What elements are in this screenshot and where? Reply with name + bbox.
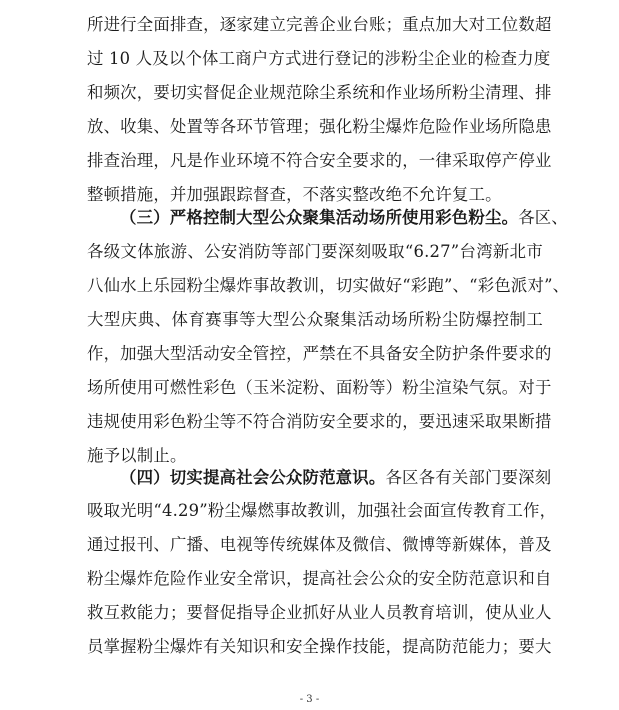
body-text-line: 大型庆典、体育赛事等大型公众聚集活动场所粉尘防爆控制工 [87,310,543,329]
body-text-line: 整顿措施，并加强跟踪督查，不落实整改绝不允许复工。 [87,185,502,204]
section-four-heading: （四）切实提高社会公众防范意识。 [120,468,386,487]
body-text-line: 吸取光明“4.29”粉尘爆燃事故教训，加强社会面宣传教育工作， [87,501,557,520]
body-text-line: 作，加强大型活动安全管控，严禁在不具备安全防护条件要求的 [87,344,552,363]
body-text-line: 过 10 人及以个体工商户方式进行登记的涉粉尘企业的检查力度 [87,49,551,68]
section-four-heading-line: （四）切实提高社会公众防范意识。各区各有关部门要深刻 [120,468,552,487]
body-text-line: 各级文体旅游、公安消防等部门要深刻吸取“6.27”台湾新北市 [87,242,543,261]
body-text-line: 所进行全面排查，逐家建立完善企业台账；重点加大对工位数超 [87,15,552,34]
body-text-line: 员掌握粉尘爆炸有关知识和安全操作技能，提高防范能力；要大 [87,637,552,656]
body-text-line: 放、收集、处置等各环节管理；强化粉尘爆炸危险作业场所隐患 [87,117,552,136]
section-three-heading-line: （三）严格控制大型公众聚集活动场所使用彩色粉尘。各区、 [120,208,568,227]
page-number: - 3 - [299,694,320,705]
body-text-line: 违规使用彩色粉尘等不符合消防安全要求的，要迅速采取果断措 [87,412,552,431]
body-text-line: 施予以制止。 [87,446,187,465]
body-text-line: 救互救能力；要督促指导企业抓好从业人员教育培训，使从业人 [87,603,552,622]
section-three-heading: （三）严格控制大型公众聚集活动场所使用彩色粉尘。 [120,208,519,227]
body-text-line: 八仙水上乐园粉尘爆炸事故教训，切实做好“彩跑”、“彩色派对”、 [87,276,570,295]
body-text-line: 排查治理，凡是作业环境不符合安全要求的，一律采取停产停业 [87,151,552,170]
body-text-line: 和频次，要切实督促企业规范除尘系统和作业场所粉尘清理、排 [87,83,552,102]
body-text-line: 场所使用可燃性彩色（玉米淀粉、面粉等）粉尘渲染气氛。对于 [87,378,552,397]
body-text-line: 粉尘爆炸危险作业安全常识，提高社会公众的安全防范意识和自 [87,569,552,588]
body-text-line: 通过报刊、广播、电视等传统媒体及微信、微博等新媒体，普及 [87,535,552,554]
